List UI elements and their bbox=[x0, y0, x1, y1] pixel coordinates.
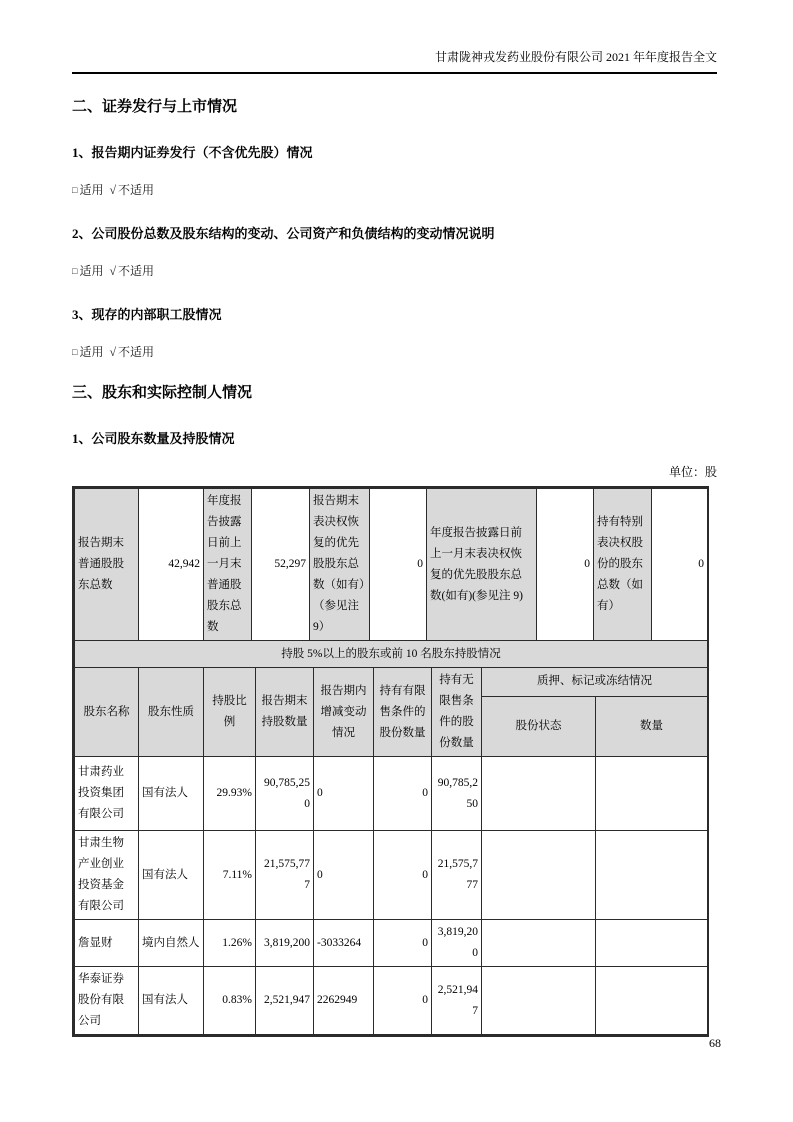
section-2-1-title: 1、报告期内证券发行（不含优先股）情况 bbox=[72, 145, 313, 160]
not-applicable-label: 不适用 bbox=[118, 183, 155, 197]
shareholder-restricted: 0 bbox=[374, 831, 432, 920]
table-banner: 持股 5%以上的股东或前 10 名股东持股情况 bbox=[75, 641, 708, 668]
shareholder-unrestricted: 90,785,250 bbox=[432, 757, 482, 831]
shareholder-nature: 国有法人 bbox=[139, 757, 204, 831]
check-mark-icon: √ bbox=[109, 264, 117, 278]
shareholder-name: 詹显财 bbox=[75, 920, 139, 967]
top-shareholders-table bbox=[74, 640, 708, 1035]
applicability-line-2 bbox=[72, 263, 717, 279]
not-applicable-label: 不适用 bbox=[118, 264, 155, 278]
applicable-label: 适用 bbox=[79, 345, 104, 359]
shareholder-pledge-qty bbox=[596, 831, 708, 920]
table-row bbox=[75, 967, 708, 1035]
shareholder-pledge-qty bbox=[596, 920, 708, 967]
section-3-title: 三、股东和实际控制人情况 bbox=[72, 385, 253, 401]
shareholder-unrestricted: 21,575,777 bbox=[432, 831, 482, 920]
applicable-label: 适用 bbox=[79, 183, 104, 197]
column-header-pledge-qty: 数量 bbox=[596, 696, 708, 756]
shareholder-restricted: 0 bbox=[374, 757, 432, 831]
shareholder-pledge-status bbox=[482, 831, 596, 920]
shareholder-name: 甘肃药业投资集团有限公司 bbox=[75, 757, 139, 831]
shareholder-summary-table bbox=[74, 488, 708, 641]
section-2-2-title: 2、公司股份总数及股东结构的变动、公司资产和负债结构的变动情况说明 bbox=[72, 226, 495, 241]
shareholding-tables bbox=[72, 486, 709, 1037]
section-2-title: 二、证券发行与上市情况 bbox=[72, 99, 238, 115]
column-header-pledge-status: 股份状态 bbox=[482, 696, 596, 756]
column-header-shares-end: 报告期末持股数量 bbox=[256, 668, 314, 757]
shareholder-ratio: 1.26% bbox=[204, 920, 256, 967]
page-header bbox=[72, 50, 717, 74]
shareholder-nature: 国有法人 bbox=[139, 967, 204, 1035]
shareholder-restricted: 0 bbox=[374, 967, 432, 1035]
section-2-3-title: 3、现存的内部职工股情况 bbox=[72, 307, 222, 322]
shareholder-ratio: 7.11% bbox=[204, 831, 256, 920]
shareholder-shares-end: 90,785,250 bbox=[256, 757, 314, 831]
shareholder-restricted: 0 bbox=[374, 920, 432, 967]
unit-label: 单位：股 bbox=[668, 465, 717, 479]
column-header-restricted: 持有有限售条件的股份数量 bbox=[374, 668, 432, 757]
shareholder-name: 甘肃生物产业创业投资基金有限公司 bbox=[75, 831, 139, 920]
summary-value-special-voting: 0 bbox=[652, 489, 708, 641]
column-header-ratio: 持股比例 bbox=[204, 668, 256, 757]
shareholder-pledge-status bbox=[482, 967, 596, 1035]
shareholder-shares-end: 2,521,947 bbox=[256, 967, 314, 1035]
summary-row bbox=[75, 489, 708, 641]
summary-label-common-shareholders-prior-month: 年度报告披露日前上一月末普通股股东总数 bbox=[204, 489, 252, 641]
checkbox-empty-icon: □ bbox=[72, 266, 80, 276]
table-row bbox=[75, 920, 708, 967]
page-header-title: 甘肃陇神戎发药业股份有限公司 2021 年年度报告全文 bbox=[434, 50, 717, 64]
summary-value-preferred-restored: 0 bbox=[370, 489, 427, 641]
shareholder-unrestricted: 2,521,947 bbox=[432, 967, 482, 1035]
applicability-line-1 bbox=[72, 182, 717, 198]
section-3-1-title: 1、公司股东数量及持股情况 bbox=[72, 431, 235, 446]
shareholder-nature: 境内自然人 bbox=[139, 920, 204, 967]
shareholder-change: 2262949 bbox=[314, 967, 374, 1035]
shareholder-shares-end: 3,819,200 bbox=[256, 920, 314, 967]
column-header-pledge-group: 质押、标记或冻结情况 bbox=[482, 668, 708, 697]
column-header-nature: 股东性质 bbox=[139, 668, 204, 757]
shareholder-change: 0 bbox=[314, 757, 374, 831]
summary-value-common-shareholders: 42,942 bbox=[139, 489, 204, 641]
shareholder-nature: 国有法人 bbox=[139, 831, 204, 920]
summary-value-common-shareholders-prior-month: 52,297 bbox=[252, 489, 310, 641]
shareholder-pledge-status bbox=[482, 757, 596, 831]
shareholder-pledge-status bbox=[482, 920, 596, 967]
column-header-change: 报告期内增减变动情况 bbox=[314, 668, 374, 757]
page-number: 68 bbox=[709, 1036, 721, 1050]
shareholder-ratio: 0.83% bbox=[204, 967, 256, 1035]
summary-value-preferred-restored-prior-month: 0 bbox=[537, 489, 594, 641]
shareholder-pledge-qty bbox=[596, 757, 708, 831]
table-banner-row bbox=[75, 641, 708, 668]
applicability-line-3 bbox=[72, 344, 717, 360]
shareholder-change: -3033264 bbox=[314, 920, 374, 967]
shareholder-pledge-qty bbox=[596, 967, 708, 1035]
table-header-row bbox=[75, 668, 708, 697]
checkbox-empty-icon: □ bbox=[72, 347, 80, 357]
summary-label-common-shareholders: 报告期末普通股股东总数 bbox=[75, 489, 139, 641]
shareholder-unrestricted: 3,819,200 bbox=[432, 920, 482, 967]
table-row bbox=[75, 831, 708, 920]
column-header-unrestricted: 持有无限售条件的股份数量 bbox=[432, 668, 482, 757]
summary-label-preferred-restored-prior-month: 年度报告披露日前上一月末表决权恢复的优先股股东总数(如有)(参见注 9) bbox=[427, 489, 537, 641]
checkbox-empty-icon: □ bbox=[72, 185, 80, 195]
applicable-label: 适用 bbox=[79, 264, 104, 278]
shareholder-ratio: 29.93% bbox=[204, 757, 256, 831]
table-row bbox=[75, 757, 708, 831]
check-mark-icon: √ bbox=[109, 345, 117, 359]
column-header-name: 股东名称 bbox=[75, 668, 139, 757]
summary-label-preferred-restored: 报告期末表决权恢复的优先股股东总数（如有）（参见注 9） bbox=[310, 489, 370, 641]
shareholder-name: 华泰证券股份有限公司 bbox=[75, 967, 139, 1035]
summary-label-special-voting: 持有特别表决权股份的股东总数（如有） bbox=[594, 489, 652, 641]
shareholder-change: 0 bbox=[314, 831, 374, 920]
not-applicable-label: 不适用 bbox=[118, 345, 155, 359]
shareholder-shares-end: 21,575,777 bbox=[256, 831, 314, 920]
check-mark-icon: √ bbox=[109, 183, 117, 197]
